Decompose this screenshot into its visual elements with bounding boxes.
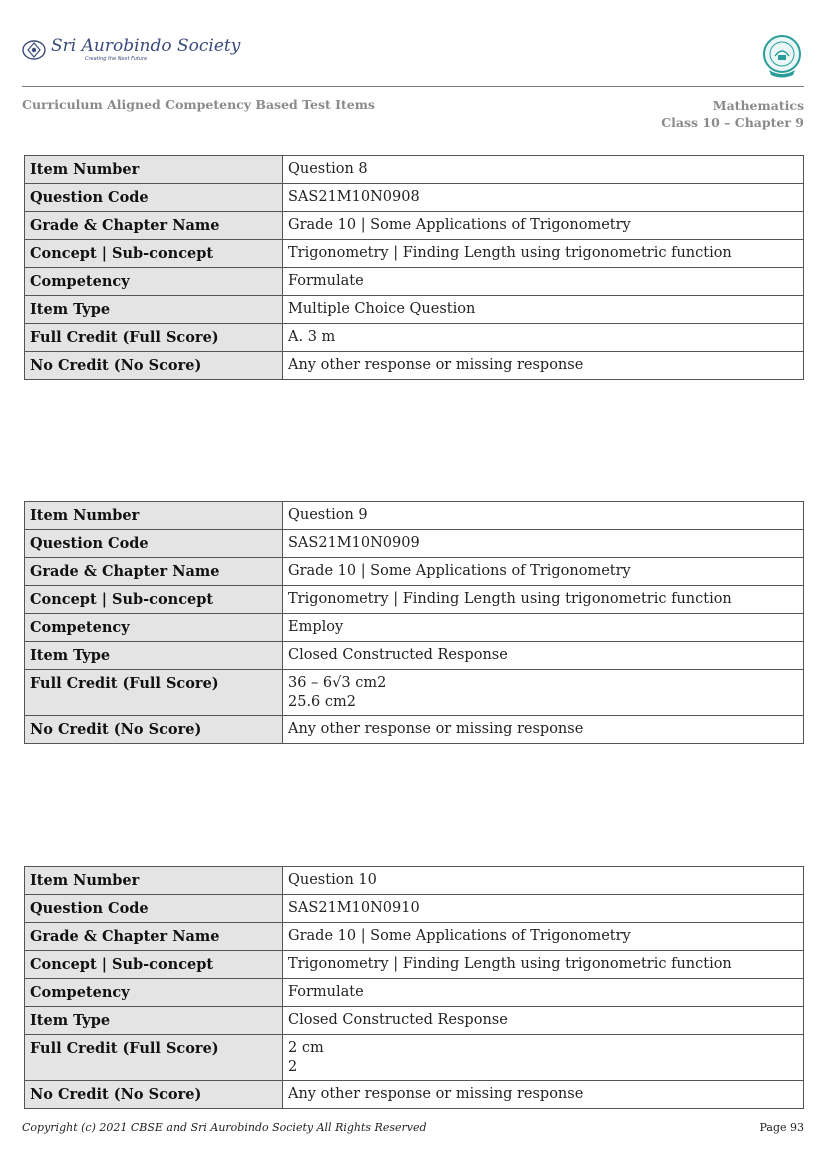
value-competency: Employ	[283, 614, 804, 642]
label-grade-chapter: Grade & Chapter Name	[25, 558, 283, 586]
value-no-credit: Any other response or missing response	[283, 716, 804, 744]
table-row	[25, 614, 804, 642]
class-chapter: Class 10 – Chapter 9	[661, 115, 804, 130]
table-row	[25, 530, 804, 558]
label-question-code: Question Code	[25, 895, 283, 923]
value-no-credit: Any other response or missing response	[283, 1081, 804, 1109]
value-item-type: Multiple Choice Question	[283, 296, 804, 324]
label-grade-chapter: Grade & Chapter Name	[25, 212, 283, 240]
full-credit-line: 36 – 6√3 cm2	[288, 675, 387, 691]
label-full-credit: Full Credit (Full Score)	[25, 1035, 283, 1081]
label-question-code: Question Code	[25, 184, 283, 212]
value-concept: Trigonometry | Finding Length using trigonometric function	[283, 240, 804, 268]
label-concept: Concept | Sub-concept	[25, 586, 283, 614]
table-row	[25, 558, 804, 586]
value-grade-chapter: Grade 10 | Some Applications of Trigonometry	[283, 212, 804, 240]
table-row	[25, 268, 804, 296]
value-competency: Formulate	[283, 268, 804, 296]
table-row	[25, 670, 804, 716]
sri-aurobindo-society-logo	[22, 38, 240, 62]
label-item-type: Item Type	[25, 296, 283, 324]
value-competency: Formulate	[283, 979, 804, 1007]
value-question-code: SAS21M10N0909	[283, 530, 804, 558]
society-emblem-icon	[22, 39, 46, 61]
table-row	[25, 296, 804, 324]
label-question-code: Question Code	[25, 530, 283, 558]
label-competency: Competency	[25, 979, 283, 1007]
item-table-question-10	[24, 866, 804, 1109]
org-name: Sri Aurobindo Society	[51, 36, 241, 56]
table-row	[25, 1081, 804, 1109]
label-full-credit: Full Credit (Full Score)	[25, 670, 283, 716]
page-number: Page 93	[759, 1121, 804, 1134]
table-row	[25, 184, 804, 212]
label-no-credit: No Credit (No Score)	[25, 352, 283, 380]
label-no-credit: No Credit (No Score)	[25, 1081, 283, 1109]
label-grade-chapter: Grade & Chapter Name	[25, 923, 283, 951]
table-row	[25, 867, 804, 895]
value-item-number: Question 8	[283, 156, 804, 184]
label-competency: Competency	[25, 268, 283, 296]
table-row	[25, 642, 804, 670]
label-concept: Concept | Sub-concept	[25, 240, 283, 268]
value-grade-chapter: Grade 10 | Some Applications of Trigonometry	[283, 558, 804, 586]
table-row	[25, 212, 804, 240]
value-question-code: SAS21M10N0908	[283, 184, 804, 212]
table-row	[25, 352, 804, 380]
table-row	[25, 716, 804, 744]
full-credit-line: 2	[288, 1059, 298, 1075]
value-concept: Trigonometry | Finding Length using trigonometric function	[283, 586, 804, 614]
full-credit-line: 2 cm	[288, 1040, 324, 1056]
copyright-notice: Copyright (c) 2021 CBSE and Sri Aurobindo Society All Rights Reserved	[22, 1121, 427, 1134]
label-item-number: Item Number	[25, 502, 283, 530]
label-no-credit: No Credit (No Score)	[25, 716, 283, 744]
value-item-number: Question 9	[283, 502, 804, 530]
value-item-type: Closed Constructed Response	[283, 1007, 804, 1035]
table-row	[25, 951, 804, 979]
table-row	[25, 324, 804, 352]
value-concept: Trigonometry | Finding Length using trigonometric function	[283, 951, 804, 979]
table-row	[25, 1007, 804, 1035]
table-row	[25, 586, 804, 614]
label-item-number: Item Number	[25, 156, 283, 184]
value-full-credit	[283, 670, 804, 716]
table-row	[25, 895, 804, 923]
document-title: Curriculum Aligned Competency Based Test Items	[22, 97, 375, 112]
subject-name: Mathematics	[712, 98, 804, 113]
table-row	[25, 923, 804, 951]
table-row	[25, 1035, 804, 1081]
label-competency: Competency	[25, 614, 283, 642]
value-no-credit: Any other response or missing response	[283, 352, 804, 380]
value-question-code: SAS21M10N0910	[283, 895, 804, 923]
org-tagline: Creating the Next Future	[85, 56, 148, 62]
full-credit-line: 25.6 cm2	[288, 694, 356, 710]
value-full-credit	[283, 1035, 804, 1081]
label-item-type: Item Type	[25, 1007, 283, 1035]
subject-heading	[661, 97, 804, 131]
label-full-credit: Full Credit (Full Score)	[25, 324, 283, 352]
table-row	[25, 502, 804, 530]
value-full-credit: A. 3 m	[283, 324, 804, 352]
value-item-number: Question 10	[283, 867, 804, 895]
header-divider	[22, 86, 804, 87]
cbse-seal-icon	[761, 34, 803, 80]
label-concept: Concept | Sub-concept	[25, 951, 283, 979]
item-table-question-9	[24, 501, 804, 744]
table-row	[25, 979, 804, 1007]
table-row	[25, 240, 804, 268]
label-item-type: Item Type	[25, 642, 283, 670]
item-table-question-8	[24, 155, 804, 380]
value-grade-chapter: Grade 10 | Some Applications of Trigonometry	[283, 923, 804, 951]
value-item-type: Closed Constructed Response	[283, 642, 804, 670]
table-row	[25, 156, 804, 184]
label-item-number: Item Number	[25, 867, 283, 895]
